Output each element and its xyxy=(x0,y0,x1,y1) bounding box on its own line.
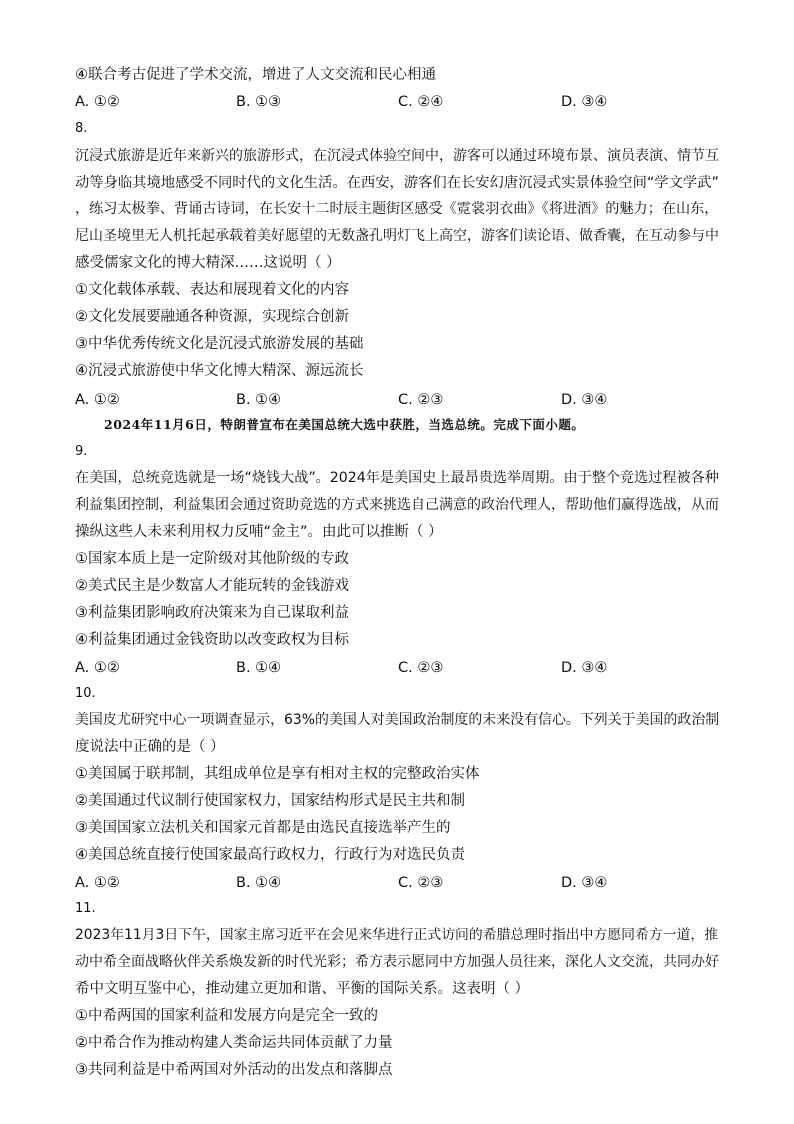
q10-item-2: ②美国通过代议制行使国家权力，国家结构形式是民主共和制 xyxy=(75,793,465,809)
q11-stem-line-2: 动中希全面战略伙伴关系焕发新的时代光彩；希方表示愿同中方加强人员往来，深化人文交流，共同办好 xyxy=(75,954,719,970)
q10-option-d: D. ③④ xyxy=(561,875,608,891)
q10-option-a: A. ①② xyxy=(75,875,120,891)
q9-option-a: A. ①② xyxy=(75,660,120,676)
q10-options xyxy=(75,873,635,893)
q8-item-3: ③中华优秀传统文化是沉浸式旅游发展的基础 xyxy=(75,336,364,352)
q8-option-d: D. ③④ xyxy=(561,392,608,408)
group-intro: 2024年11月6日，特朗普宣布在美国总统大选中获胜，当选总统。完成下面小题。 xyxy=(104,417,585,432)
q10-stem-line-2: 度说法中正确的是（ ） xyxy=(75,739,225,755)
q7-option-d: D. ③④ xyxy=(561,94,608,110)
q9-options xyxy=(75,658,635,678)
q11-stem-line-1: 2023年11月3日下午，国家主席习近平在会见来华进行正式访问的希腊总理时指出中方愿同希方一道，推 xyxy=(75,927,719,943)
q7-option-a: A. ①② xyxy=(75,94,120,110)
q10-item-4: ④美国总统直接行使国家最高行政权力，行政行为对选民负责 xyxy=(75,847,465,863)
q11-number: 11. xyxy=(75,901,96,916)
q9-stem-line-3: 操纵这些人未来利用权力反哺“金主”。由此可以推断（ ） xyxy=(75,524,443,540)
q10-number: 10. xyxy=(75,686,96,701)
q7-option-b: B. ①③ xyxy=(236,94,282,110)
q8-options xyxy=(75,390,635,410)
q10-item-1: ①美国属于联邦制，其组成单位是享有相对主权的完整政治实体 xyxy=(75,766,480,782)
q10-option-c: C. ②③ xyxy=(398,875,444,891)
q9-number: 9. xyxy=(75,444,88,459)
q9-item-3: ③利益集团影响政府决策来为自己谋取利益 xyxy=(75,605,349,621)
q10-stem-line-1: 美国皮尤研究中心一项调查显示，63%的美国人对美国政治制度的未来没有信心。下列关于美国的政治制 xyxy=(75,712,720,728)
q8-item-1: ①文化载体承载、表达和展现着文化的内容 xyxy=(75,282,349,298)
q7-item-4: ④联合考古促进了学术交流，增进了人文交流和民心相通 xyxy=(75,67,436,83)
q9-stem-line-2: 利益集团控制，利益集团会通过资助竞选的方式来挑选自己满意的政治代理人，帮助他们赢得选战，从而 xyxy=(75,497,719,513)
q11-stem-line-3: 希中文明互鉴中心，推动建立更加和谐、平衡的国际关系。这表明（ ） xyxy=(75,981,530,997)
q8-stem-line-1: 沉浸式旅游是近年来新兴的旅游形式，在沉浸式体验空间中，游客可以通过环境布景、演员表演、情节互 xyxy=(75,148,719,164)
q8-option-a: A. ①② xyxy=(75,392,120,408)
q7-option-c: C. ②④ xyxy=(398,94,444,110)
q9-option-b: B. ①④ xyxy=(236,660,282,676)
q9-item-4: ④利益集团通过金钱资助以改变政权为目标 xyxy=(75,632,349,648)
q9-option-c: C. ②③ xyxy=(398,660,444,676)
q9-option-d: D. ③④ xyxy=(561,660,608,676)
q8-stem-line-2: 动等身临其境地感受不同时代的文化生活。在西安，游客们在长安幻唐沉浸式实景体验空间“学文学武” xyxy=(75,175,719,191)
q8-item-2: ②文化发展要融通各种资源，实现综合创新 xyxy=(75,309,349,325)
q8-option-c: C. ②③ xyxy=(398,392,444,408)
q8-option-b: B. ①④ xyxy=(236,392,282,408)
q10-option-b: B. ①④ xyxy=(236,875,282,891)
q8-number: 8. xyxy=(75,121,88,136)
q8-stem-line-4: 尼山圣境里无人机托起承载着美好愿望的无数盏孔明灯飞上高空，游客们读论语、做香囊，在互动参与中 xyxy=(75,228,719,244)
q8-item-4: ④沉浸式旅游使中华文化博大精深、源远流长 xyxy=(75,363,364,379)
q11-item-2: ②中希合作为推动构建人类命运共同体贡献了力量 xyxy=(75,1035,393,1051)
q8-stem-line-5: 感受儒家文化的博大精深……这说明（ ） xyxy=(75,255,341,271)
q9-item-2: ②美式民主是少数富人才能玩转的金钱游戏 xyxy=(75,578,349,594)
q8-stem-line-3: ，练习太极拳、背诵古诗词，在长安十二时辰主题街区感受《霓裳羽衣曲》《将进酒》的魅力；在山东， xyxy=(75,201,719,217)
q9-stem-line-1: 在美国，总统竞选就是一场“烧钱大战”。2024年是美国史上最昂贵选举周期。由于整个竞选过程被各种 xyxy=(75,470,719,486)
q11-item-1: ①中希两国的国家利益和发展方向是完全一致的 xyxy=(75,1008,378,1024)
q9-item-1: ①国家本质上是一定阶级对其他阶级的专政 xyxy=(75,551,349,567)
q10-item-3: ③美国国家立法机关和国家元首都是由选民直接选举产生的 xyxy=(75,820,451,836)
q7-options xyxy=(75,92,635,112)
q11-item-3: ③共同利益是中希两国对外活动的出发点和落脚点 xyxy=(75,1062,393,1078)
